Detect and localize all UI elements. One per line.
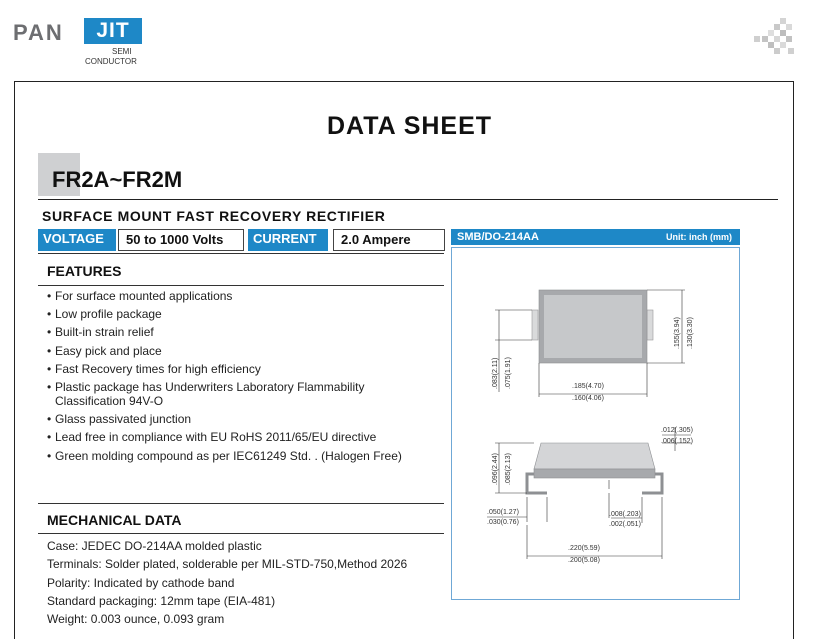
voltage-value: 50 to 1000 Volts [118, 229, 244, 251]
list-item: • Plastic package has Underwriters Laboratory Flammability Classification 94V-O [47, 380, 377, 408]
part-number: FR2A~FR2M [52, 167, 183, 192]
current-label: CURRENT [248, 229, 328, 251]
features-heading-rule [38, 285, 444, 286]
dim-height-bottom: .130(3.30) [687, 317, 694, 349]
list-item: • Glass passivated junction [47, 412, 447, 426]
dim-lead-length-bottom: .030(0.76) [487, 519, 519, 526]
top-view [495, 290, 685, 397]
list-item: Terminals: Solder plated, solderable per MIL-STD-750,Method 2026 [47, 557, 408, 572]
list-item: Case: JEDEC DO-214AA molded plastic [47, 539, 262, 553]
page-title: DATA SHEET [326, 112, 493, 140]
dim-overall-bottom: .200(5.08) [568, 557, 600, 564]
corner-pattern-icon [754, 18, 794, 56]
list-item: • Built-in strain relief [47, 325, 447, 339]
package-unit: Unit: inch (mm) [666, 232, 732, 242]
list-item: • Lead free in compliance with EU RoHS 2011/65/EU directive [47, 430, 447, 444]
mechanical-top-rule [38, 503, 444, 504]
features-list [47, 289, 447, 467]
list-item: • Green molding compound as per IEC61249 Std. . (Halogen Free) [47, 449, 447, 463]
current-value: 2.0 Ampere [333, 229, 445, 251]
logo-brand-right: JIT [84, 18, 142, 44]
dim-standoff-bottom: .002(.051) [609, 521, 641, 528]
dim-width-top: .185(4.70) [572, 383, 604, 390]
list-item: • Low profile package [47, 307, 447, 321]
package-name: SMB/DO-214AA [457, 231, 539, 243]
mechanical-list [47, 539, 447, 630]
dim-body-height-top: .096(2.44) [492, 453, 499, 485]
list-item: Weight: 0.003 ounce, 0.093 gram [47, 612, 225, 627]
list-item: Standard packaging: 12mm tape (EIA-481) [47, 593, 276, 608]
dim-height-top: .155(3.94) [674, 317, 681, 349]
voltage-label: VOLTAGE [38, 229, 116, 251]
mechanical-heading: MECHANICAL DATA [47, 512, 182, 528]
logo-line-conductor: CONDUCTOR [85, 57, 137, 66]
divider [38, 199, 778, 200]
features-heading: FEATURES [47, 263, 122, 279]
dim-pad-bottom: .075(1.91) [505, 357, 512, 389]
list-item: • For surface mounted applications [47, 289, 447, 303]
logo-line-semi: SEMI [112, 47, 132, 56]
dim-width-bottom: .160(4.06) [572, 395, 604, 402]
panjit-logo [13, 16, 153, 66]
dim-body-height-bottom: .085(2.13) [505, 453, 512, 485]
dim-lead-thickness-top: .012(.305) [661, 427, 693, 434]
list-item: Polarity: Indicated by cathode band [47, 575, 235, 590]
dim-standoff-top: .008(.203) [609, 511, 641, 518]
list-item: • Fast Recovery times for high efficiency [47, 362, 447, 376]
dim-pad-top: .083(2.11) [492, 357, 499, 389]
logo-brand-left: PAN [13, 20, 64, 45]
list-item: • Easy pick and place [47, 344, 447, 358]
features-top-rule [38, 253, 444, 254]
dim-lead-thickness-bottom: .006(.152) [661, 438, 693, 445]
side-view [487, 427, 691, 559]
dim-lead-length-top: .050(1.27) [487, 509, 519, 516]
package-outline-drawing [451, 247, 740, 600]
product-description: SURFACE MOUNT FAST RECOVERY RECTIFIER [42, 208, 386, 224]
mechanical-heading-rule [38, 533, 444, 534]
dim-overall-top: .220(5.59) [568, 545, 600, 552]
